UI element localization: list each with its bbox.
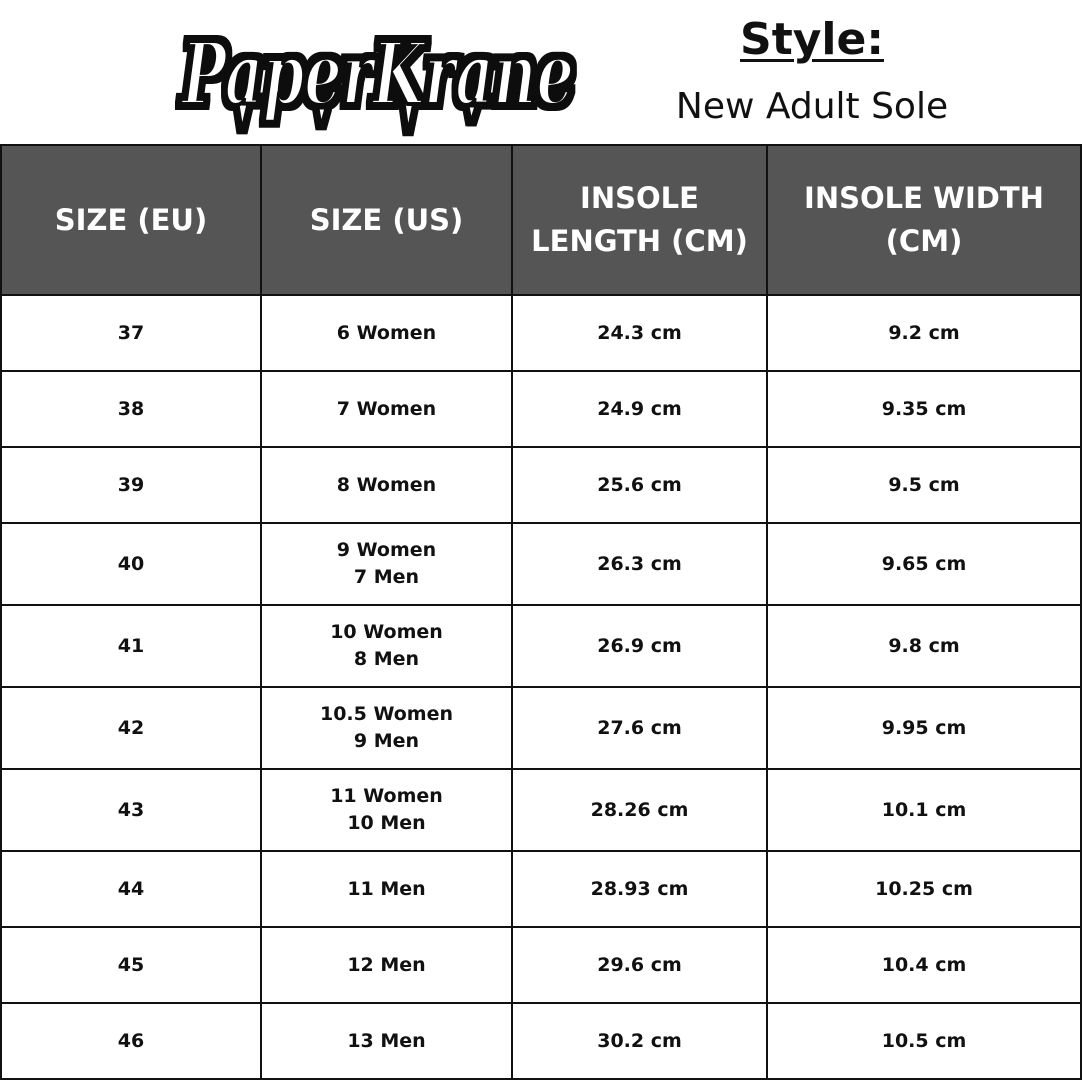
header-size-eu: SIZE (EU) <box>1 145 261 295</box>
cell-insole-width: 9.5 cm <box>767 447 1081 523</box>
cell-size-eu: 40 <box>1 523 261 605</box>
cell-insole-length: 30.2 cm <box>512 1003 767 1079</box>
size-chart-table <box>0 144 1082 1080</box>
cell-insole-width: 10.4 cm <box>767 927 1081 1003</box>
us-size-line: 7 Men <box>353 566 420 588</box>
us-size-line: 11 Women <box>330 785 443 807</box>
cell-size-us <box>261 1003 512 1079</box>
table-row <box>1 605 1081 687</box>
cell-size-eu: 37 <box>1 295 261 371</box>
header-size-us: SIZE (US) <box>261 145 512 295</box>
cell-insole-length: 28.26 cm <box>512 769 767 851</box>
us-size-line: 10 Women <box>330 621 443 643</box>
cell-insole-width: 9.2 cm <box>767 295 1081 371</box>
cell-insole-length: 25.6 cm <box>512 447 767 523</box>
header-insole-width: INSOLE WIDTH (CM) <box>767 145 1081 295</box>
cell-size-us <box>261 295 512 371</box>
us-size-line: 10.5 Women <box>319 703 454 725</box>
table-header-row <box>1 145 1081 295</box>
cell-insole-width: 9.65 cm <box>767 523 1081 605</box>
cell-insole-width: 10.1 cm <box>767 769 1081 851</box>
cell-insole-width: 9.8 cm <box>767 605 1081 687</box>
table-row <box>1 447 1081 523</box>
paperkrane-logo <box>168 4 588 140</box>
table-row <box>1 1003 1081 1079</box>
cell-size-us <box>261 687 512 769</box>
cell-insole-length: 29.6 cm <box>512 927 767 1003</box>
header-insole-length: INSOLE LENGTH (CM) <box>512 145 767 295</box>
style-value: New Adult Sole <box>675 86 949 127</box>
cell-size-eu: 38 <box>1 371 261 447</box>
us-size-line: 12 Men <box>347 953 426 976</box>
cell-size-eu: 42 <box>1 687 261 769</box>
cell-insole-length: 24.3 cm <box>512 295 767 371</box>
cell-size-us <box>261 447 512 523</box>
cell-size-eu: 39 <box>1 447 261 523</box>
us-size-line: 9 Men <box>353 730 420 752</box>
cell-insole-width: 9.95 cm <box>767 687 1081 769</box>
us-size-line: 8 Women <box>336 473 437 496</box>
cell-size-eu: 46 <box>1 1003 261 1079</box>
cell-size-eu: 45 <box>1 927 261 1003</box>
cell-insole-length: 27.6 cm <box>512 687 767 769</box>
cell-size-eu: 43 <box>1 769 261 851</box>
cell-insole-width: 10.5 cm <box>767 1003 1081 1079</box>
cell-insole-length: 26.3 cm <box>512 523 767 605</box>
us-size-line: 9 Women <box>336 539 437 561</box>
cell-size-us <box>261 605 512 687</box>
table-row <box>1 769 1081 851</box>
cell-size-eu: 41 <box>1 605 261 687</box>
us-size-line: 8 Men <box>353 648 420 670</box>
cell-insole-length: 26.9 cm <box>512 605 767 687</box>
cell-size-us <box>261 927 512 1003</box>
cell-insole-length: 24.9 cm <box>512 371 767 447</box>
logo-text: PaperKrane <box>179 24 574 125</box>
us-size-line: 10 Men <box>347 812 426 834</box>
table-row <box>1 851 1081 927</box>
header <box>0 0 1080 144</box>
cell-size-us <box>261 851 512 927</box>
cell-size-eu: 44 <box>1 851 261 927</box>
cell-size-us <box>261 769 512 851</box>
style-title: Style: <box>740 14 884 65</box>
us-size-line: 6 Women <box>336 321 437 344</box>
us-size-line: 13 Men <box>347 1029 426 1052</box>
table-row <box>1 523 1081 605</box>
us-size-line: 11 Men <box>347 877 426 900</box>
cell-insole-width: 9.35 cm <box>767 371 1081 447</box>
table-row <box>1 927 1081 1003</box>
cell-size-us <box>261 371 512 447</box>
table-row <box>1 295 1081 371</box>
cell-insole-length: 28.93 cm <box>512 851 767 927</box>
cell-size-us <box>261 523 512 605</box>
table-row <box>1 687 1081 769</box>
cell-insole-width: 10.25 cm <box>767 851 1081 927</box>
table-row <box>1 371 1081 447</box>
us-size-line: 7 Women <box>336 397 437 420</box>
